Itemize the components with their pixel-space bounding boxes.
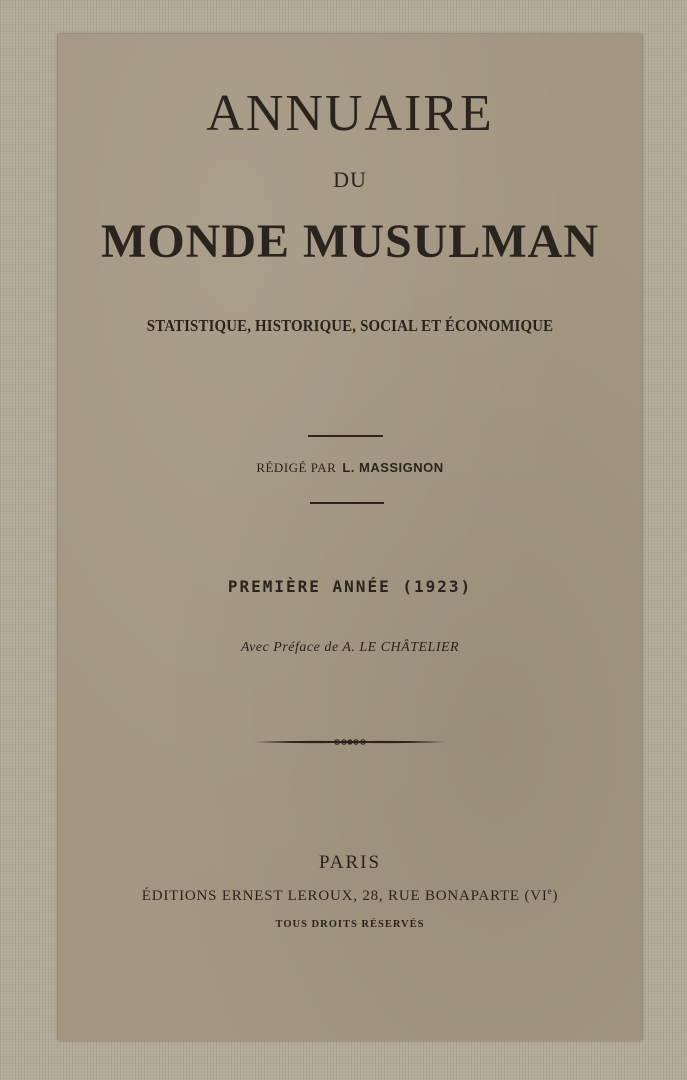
- divider-rule-bottom: [310, 502, 384, 504]
- edition-line: PREMIÈRE ANNÉE (1923): [227, 577, 473, 596]
- title-annuaire: ANNUAIRE: [206, 85, 494, 142]
- publisher-close: ): [552, 888, 559, 904]
- preface-author: A. LE CHÂTELIER: [342, 640, 460, 655]
- preface-prefix: Avec Préface de: [240, 640, 339, 655]
- preface-line: [58, 640, 642, 656]
- publisher-name: ÉDITIONS ERNEST LEROUX, 28, RUE BONAPARTE (VI: [141, 888, 548, 904]
- editor-line: [58, 460, 642, 476]
- ornament-divider-icon: [253, 734, 447, 750]
- publisher-superscript: e: [547, 886, 553, 896]
- publisher-line: [58, 886, 642, 905]
- editor-prefix: RÉDIGÉ PAR: [256, 460, 337, 475]
- book-cover: [58, 34, 642, 1040]
- publication-city: PARIS: [318, 852, 382, 873]
- rights-notice: TOUS DROITS RÉSERVÉS: [275, 919, 425, 930]
- subtitle: STATISTIQUE, HISTORIQUE, SOCIAL ET ÉCONOMIQUE: [146, 316, 554, 335]
- divider-rule-top: [308, 435, 383, 437]
- title-monde-musulman: MONDE MUSULMAN: [101, 215, 599, 268]
- title-du: DU: [333, 167, 367, 192]
- editor-name: L. MASSIGNON: [342, 460, 444, 475]
